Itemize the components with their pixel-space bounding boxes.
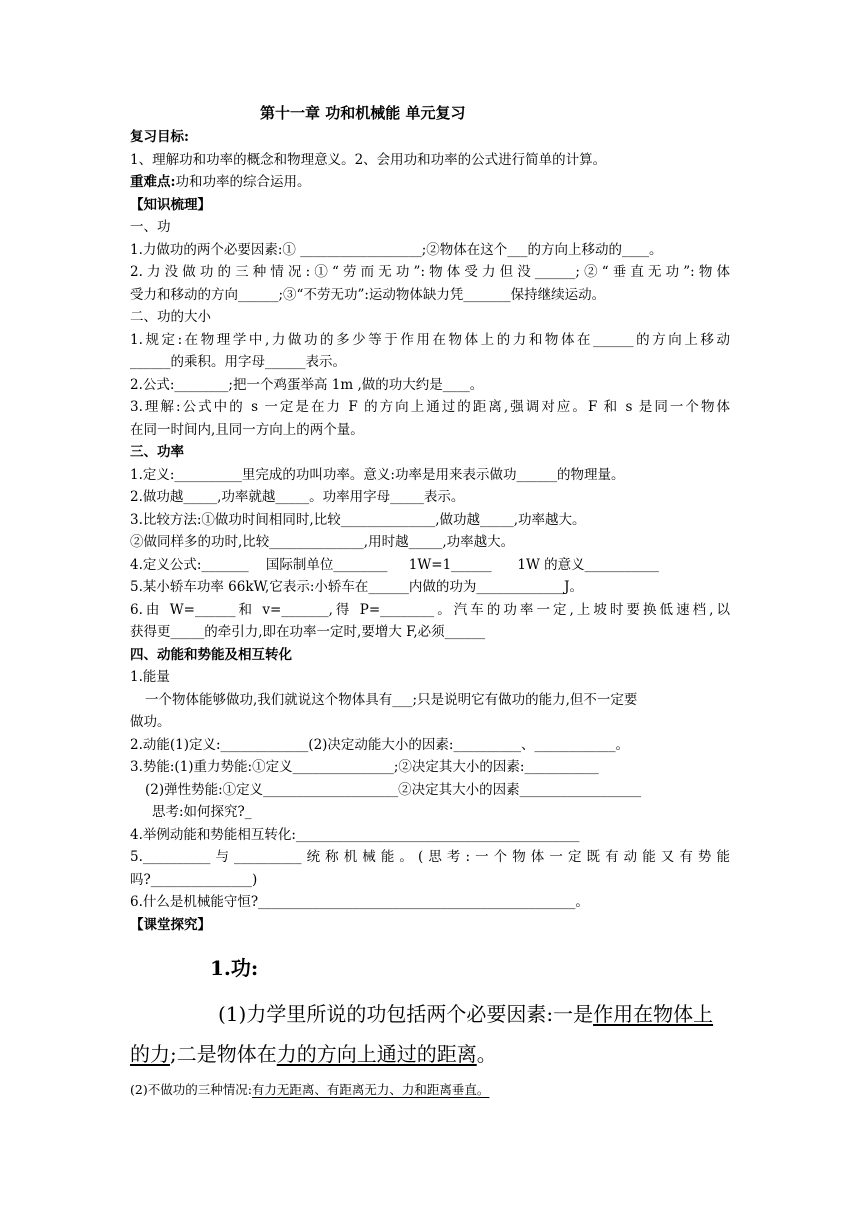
page-title: 第十一章 功和机械能 单元复习: [260, 104, 466, 122]
s3-line-3: 3.比较方法:①做功时间相同时,比较______________,做功越_____,功率越大。: [130, 511, 586, 528]
s2-line-2: 2.公式:________;把一个鸡蛋举高 1m ,做的功大约是____。: [130, 376, 484, 393]
explore-p1-underline-2: 力的方向上通过的距离: [276, 1042, 477, 1066]
s4-line-2b: 做功。: [130, 714, 171, 730]
s2-line-1a: 1.规定:在物理学中,力做功的多少等于作用在物体上的力和物体在______的方向上移动: [130, 331, 730, 348]
s3-heading: 三、功率: [130, 444, 184, 460]
explore-p2-pre: (2)不做功的三种情况:: [130, 1082, 252, 1097]
s4-line-1: 1.能量: [130, 669, 170, 685]
key-points: [130, 171, 730, 194]
s2-heading: 二、功的大小: [130, 309, 211, 325]
s1-line-2b: 受力和移动的方向______;③“不劳无功”:运动物体缺力凭_______保持继续运动。: [130, 286, 606, 303]
s4-line-6: 思考:如何探究?_: [152, 804, 252, 820]
s3-line-1: 1.定义:__________里完成的功叫功率。意义:功率是用来表示做功______的物理量。: [130, 466, 625, 483]
s4-line-8a: 5.__________与__________统称机械能。(思考:一个物体一定既有动能又有势能: [130, 849, 730, 865]
s3-line-4: ②做同样多的功时,比较______________,用时越_____,功率越大。: [130, 534, 515, 550]
s3-line-6: 5.某小轿车功率 66kW,它表示:小轿车在______内做的功为_____________J。: [130, 579, 584, 595]
section-knowledge: 【知识梳理】: [130, 196, 211, 213]
s2-line-3a: 3.理解:公式中的 s 一定是在力 F 的方向上通过的距离,强调对应。F 和 s 是同一个物体: [130, 399, 730, 415]
section-explore: 【课堂探究】: [130, 916, 211, 933]
s2-line-1b: ______的乘积。用字母______表示。: [130, 354, 346, 370]
s2-line-3b: 在同一时间内,且同一方向上的两个量。: [130, 421, 364, 438]
s3-line-7b: 获得更_____的牵引力,即在功率一定时,要增大 F,必须______: [130, 624, 486, 640]
s4-line-5: (2)弹性势能:①定义____________________②决定其大小的因素__________________: [145, 781, 642, 798]
explore-paragraph-2: [130, 1078, 730, 1102]
explore-p2-underline: 有力无距离、有距离无力、力和距离垂直。: [251, 1082, 490, 1097]
s3-line-7a: 6.由 W=______和 v=_______,得 P=________。汽车的功率一定,上坡时要换低速档,以: [130, 601, 730, 618]
explore-p1-pre: (1)力学里所说的功包括两个必要因素:一是: [218, 1002, 594, 1026]
s4-line-2a: 一个物体能够做功,我们就说这个物体具有___;只是说明它有做功的能力,但不一定要: [145, 691, 638, 708]
s3-line-2: 2.做功越_____,功率就越_____。功率用字母_____表示。: [130, 489, 465, 505]
s1-line-1: 1.力做功的两个必要因素:① __________________;②物体在这个___的方向上移动的____。: [130, 241, 663, 258]
key-label: 重难点:: [130, 174, 176, 190]
s4-line-4: 3.势能:(1)重力势能:①定义_______________;②决定其大小的因素:___________: [130, 759, 599, 775]
s1-heading: 一、功: [130, 219, 171, 235]
s4-line-7: 4.举例动能和势能相互转化:__________________________________________: [130, 826, 580, 843]
goals-text: 1、理解功和功率的概念和物理意义。2、会用功和功率的公式进行简单的计算。: [130, 151, 607, 168]
explore-paragraph-1: [130, 994, 730, 1074]
key-text: 功和功率的综合运用。: [175, 174, 311, 190]
explore-p1-mid: ;二是物体在: [170, 1042, 277, 1066]
s4-line-3: 2.动能(1)定义:_____________(2)决定动能大小的因素:__________、____________。: [130, 736, 629, 753]
s4-line-9: 6.什么是机械能守恒?_______________________________________________。: [130, 894, 589, 910]
s4-heading: 四、动能和势能及相互转化: [130, 646, 292, 663]
explore-p1-underline-1: 作用在物体上的力: [130, 1002, 714, 1066]
explore-p1-end: 。: [476, 1042, 497, 1066]
s3-line-5: 4.定义公式:_______ 国际制单位________ 1W=1______ 1W 的意义___________: [130, 556, 659, 573]
explore-heading-1: 1.功:: [210, 956, 259, 980]
worksheet-page: [130, 100, 730, 1102]
goals-heading: 复习目标:: [130, 129, 189, 145]
s4-line-8b: 吗?_______________): [130, 871, 258, 888]
s1-line-2a: 2.力没做功的三种情况:①“劳而无功”:物体受力但没______;②“垂直无功”:物体: [130, 264, 730, 280]
